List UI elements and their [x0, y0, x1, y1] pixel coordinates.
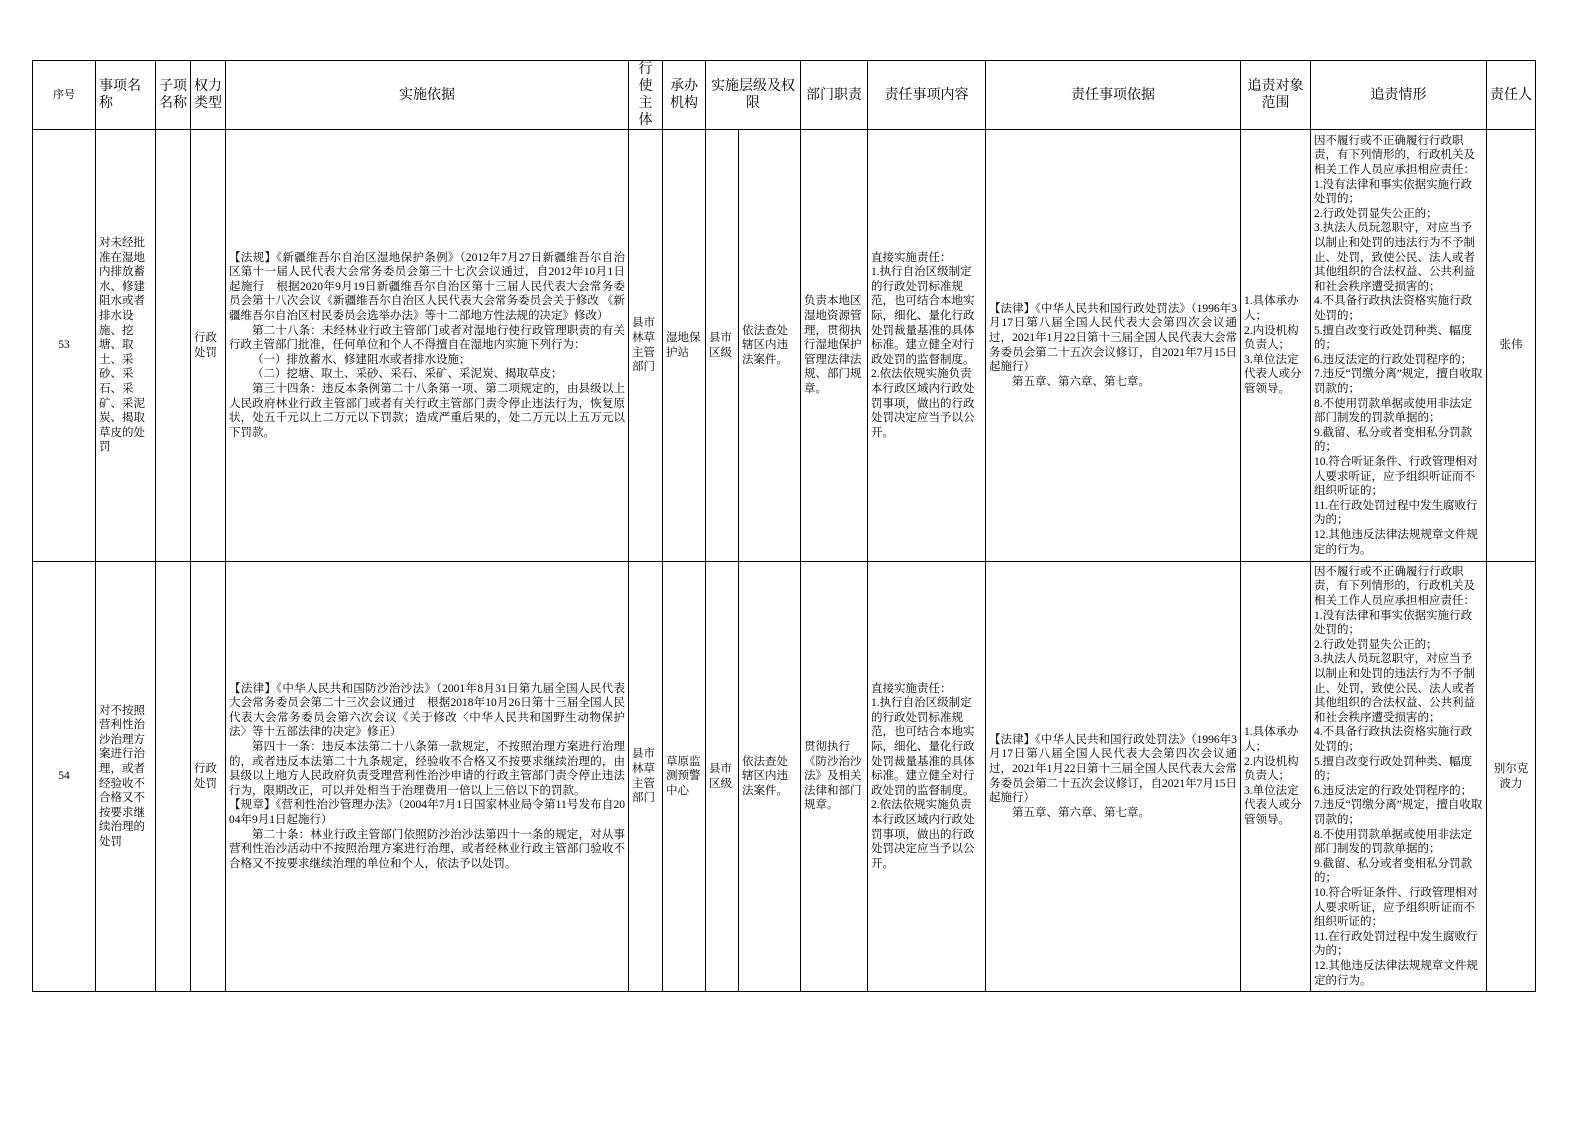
- accountability-item: 6.违反法定的行政处罚程序的；: [1314, 784, 1473, 797]
- cell-resp-content: [868, 130, 986, 562]
- basis-paragraph: 【规章】《营利性治沙管理办法》（2004年7月1日国家林业局令第11号发布自2004年9月1日起施行）: [229, 799, 625, 826]
- cell-duty: 贯彻执行《防沙治沙法》及相关法律和部门规章。: [801, 562, 868, 992]
- cell-item-name: 对不按照营利性治沙治理方案进行治理，或者经验收不合格又不按要求继续治理的处罚: [96, 562, 156, 992]
- accountability-item: 3.执法人员玩忽职守，对应当予以制止和处罚的违法行为不予制止、处罚，致使公民、法人或者其他组织的合法权益、公共利益和社会秩序遭受损害的；: [1314, 222, 1475, 293]
- accountability-item: 4.不具备行政执法资格实施行政处罚的；: [1314, 726, 1473, 754]
- resp-basis-paragraph: 第五章、第六章、第七章。: [1012, 375, 1150, 388]
- resp-content-paragraph: 1.执行自治区级制定的行政处罚标准规范，也可结合本地实际，细化、量化行政处罚裁量基准的具体标准。建立健全对行政处罚的监督制度。: [871, 697, 975, 797]
- accountability-item: 7.违反“罚缴分离”规定，擅自收取罚款的；: [1314, 799, 1483, 826]
- cell-power-type: 行政处罚: [191, 130, 226, 562]
- cell-person: 张伟: [1487, 130, 1536, 562]
- cell-resp-basis: [986, 562, 1241, 992]
- accountability-item: 8.不使用罚款单据或使用非法定部门制发的罚款单据的；: [1314, 828, 1473, 856]
- header-subject: 行使主体: [629, 61, 663, 130]
- header-item-name: 事项名称: [96, 61, 156, 130]
- header-accountability: 追责情形: [1311, 61, 1487, 130]
- accountability-item: 11.在行政处罚过程中发生腐败行为的；: [1314, 499, 1478, 527]
- table-row: [33, 130, 1536, 562]
- accountability-item: 因不履行或不正确履行行政职责，有下列情形的，行政机关及相关工作人员应承担相应责任：: [1314, 134, 1475, 177]
- scope-item: 1.具体承办人；: [1244, 726, 1299, 754]
- header-resp-content: 责任事项内容: [868, 61, 986, 130]
- resp-basis-paragraph: 第五章、第六章、第七章。: [1012, 806, 1150, 819]
- header-person: 责任人: [1487, 61, 1536, 130]
- basis-paragraph: 第四十一条：违反本法第二十八条第一款规定，不按照治理方案进行治理的，或者违反本法第二十九条规定，经验收不合格又不按要求继续治理的，由县级以上地方人民政府负责受理营利性治沙申请的行政主管部门责令停止违法行为，限期改正，可以并处相当于治理费用一倍以上三倍以下的罚款。: [229, 741, 625, 797]
- cell-level: 县市区级: [706, 562, 739, 992]
- accountability-item: 3.执法人员玩忽职守，对应当予以制止和处罚的违法行为不予制止、处罚，致使公民、法人或者其他组织的合法权益、公共利益和社会秩序遭受损害的；: [1314, 653, 1475, 724]
- accountability-item: 7.违反“罚缴分离”规定，擅自收取罚款的；: [1314, 368, 1483, 395]
- cell-resp-content: [868, 562, 986, 992]
- resp-content-paragraph: 2.依法依规实施负责本行政区域内行政处罚事项，做出的行政处罚决定应当予以公开。: [871, 368, 975, 439]
- cell-power-type: 行政处罚: [191, 562, 226, 992]
- accountability-item: 1.没有法律和事实依据实施行政处罚的；: [1314, 609, 1473, 637]
- basis-paragraph: （二）挖塘、取土、采砂、采石、采矿、采泥炭、揭取草皮；: [252, 368, 563, 381]
- cell-authority: 依法查处辖区内违法案件。: [739, 130, 801, 562]
- accountability-item: 9.截留、私分或者变相私分罚款的；: [1314, 426, 1473, 454]
- header-sub-item: 子项名称: [156, 61, 191, 130]
- basis-paragraph: 第二十八条：未经林业行政主管部门或者对湿地行使行政管理职责的有关行政主管部门批准，任何单位和个人不得擅自在湿地内实施下列行为：: [229, 324, 625, 352]
- cell-accountability: [1311, 562, 1487, 992]
- cell-person: 别尔克波力: [1487, 562, 1536, 992]
- scope-item: 2.内设机构负责人；: [1244, 324, 1299, 352]
- cell-item-name: 对未经批准在湿地内排放蓄水、修建阻水或者排水设施、挖塘、取土、采砂、采石、采矿、采泥炭、揭取草皮的处罚: [96, 130, 156, 562]
- header-basis: 实施依据: [226, 61, 629, 130]
- basis-paragraph: 【法规】《新疆维吾尔自治区湿地保护条例》（2012年7月27日新疆维吾尔自治区第十一届人民代表大会常务委员会第三十七次会议通过，自2012年10月1日起施行 根据2020年9月19日新疆维吾尔自治区第十三届人民代表大会常务委员会第十八次会议《新疆维吾尔自治区人民代表大会常务委员会关于修改 《新疆维吾尔自治区村民委员会选举办法》等十二部地方性法规的决定》修改）: [229, 251, 625, 323]
- resp-content-paragraph: 1.执行自治区级制定的行政处罚标准规范，也可结合本地实际，细化、量化行政处罚裁量基准的具体标准。建立健全对行政处罚的监督制度。: [871, 266, 975, 366]
- accountability-item: 12.其他违反法律法规规章文件规定的行为。: [1314, 528, 1478, 556]
- accountability-item: 6.违反法定的行政处罚程序的；: [1314, 353, 1473, 366]
- resp-content-paragraph: 直接实施责任：: [871, 251, 952, 264]
- cell-agency: 湿地保护站: [663, 130, 706, 562]
- cell-seq: 54: [33, 562, 96, 992]
- cell-authority: 依法查处辖区内违法案件。: [739, 562, 801, 992]
- header-power-type: 权力类型: [191, 61, 226, 130]
- header-duty: 部门职责: [801, 61, 868, 130]
- accountability-item: 12.其他违反法律法规规章文件规定的行为。: [1314, 959, 1478, 987]
- header-resp-basis: 责任事项依据: [986, 61, 1241, 130]
- resp-basis-paragraph: 【法律】《中华人民共和国行政处罚法》（1996年3月17日第八届全国人民代表大会第四次会议通过，2021年1月22日第十三届全国人民代表大会常务委员会第二十五次会议修订，自2021年7月15日起施行）: [989, 733, 1237, 805]
- cell-sub-item: [156, 130, 191, 562]
- accountability-item: 因不履行或不正确履行行政职责，有下列情形的，行政机关及相关工作人员应承担相应责任：: [1314, 565, 1475, 608]
- document-table: [32, 60, 1536, 992]
- cell-level: 县市区级: [706, 130, 739, 562]
- accountability-item: 5.擅自改变行政处罚种类、幅度的；: [1314, 755, 1473, 783]
- header-seq: 序号: [33, 61, 96, 130]
- scope-item: 3.单位法定代表人或分管领导。: [1244, 784, 1302, 826]
- header-row: [33, 61, 1536, 130]
- scope-item: 3.单位法定代表人或分管领导。: [1244, 353, 1302, 395]
- accountability-item: 2.行政处罚显失公正的；: [1314, 207, 1438, 220]
- cell-basis: [226, 562, 629, 992]
- accountability-item: 11.在行政处罚过程中发生腐败行为的；: [1314, 930, 1478, 958]
- cell-agency: 草原监测预警中心: [663, 562, 706, 992]
- cell-subject: 县市林草主管部门: [629, 130, 663, 562]
- resp-content-paragraph: 2.依法依规实施负责本行政区域内行政处罚事项，做出的行政处罚决定应当予以公开。: [871, 799, 975, 870]
- accountability-item: 10.符合听证条件、行政管理相对人要求听证，应予组织听证而不组织听证的；: [1314, 455, 1478, 498]
- header-agency: 承办机构: [663, 61, 706, 130]
- scope-item: 1.具体承办人；: [1244, 295, 1299, 323]
- basis-paragraph: 【法律】《中华人民共和国防沙治沙法》（2001年8月31日第九届全国人民代表大会常务委员会第二十三次会议通过 根据2018年10月26日第十三届全国人民代表大会常务委员会第六次会议《关于修改〈中华人民共和国野生动物保护法〉等十五部法律的决定》修正）: [229, 682, 625, 739]
- scope-item: 2.内设机构负责人；: [1244, 755, 1299, 783]
- accountability-item: 8.不使用罚款单据或使用非法定部门制发的罚款单据的；: [1314, 397, 1473, 425]
- resp-basis-paragraph: 【法律】《中华人民共和国行政处罚法》（1996年3月17日第八届全国人民代表大会第四次会议通过，2021年1月22日第十三届全国人民代表大会常务委员会第二十五次会议修订，自2021年7月15日起施行）: [989, 302, 1237, 374]
- accountability-item: 2.行政处罚显失公正的；: [1314, 638, 1438, 651]
- table-row: [33, 562, 1536, 992]
- header-accountable-scope: 追责对象范围: [1241, 61, 1311, 130]
- basis-paragraph: 第二十条：林业行政主管部门依照防沙治沙法第四十一条的规定，对从事营利性治沙活动中不按照治理方案进行治理，或者经林业行政主管部门验收不合格又不按要求继续治理的单位和个人，依法予以处罚。: [229, 828, 625, 870]
- resp-content-paragraph: 直接实施责任：: [871, 682, 952, 695]
- cell-accountable-scope: [1241, 562, 1311, 992]
- accountability-item: 4.不具备行政执法资格实施行政处罚的；: [1314, 295, 1473, 323]
- cell-subject: 县市林草主管部门: [629, 562, 663, 992]
- cell-accountable-scope: [1241, 130, 1311, 562]
- accountability-item: 10.符合听证条件、行政管理相对人要求听证，应予组织听证而不组织听证的；: [1314, 886, 1478, 929]
- cell-basis: [226, 130, 629, 562]
- basis-paragraph: （一）排放蓄水、修建阻水或者排水设施；: [252, 353, 471, 366]
- accountability-item: 9.截留、私分或者变相私分罚款的；: [1314, 857, 1473, 885]
- basis-paragraph: 第三十四条：违反本条例第二十八条第一项、第二项规定的，由县级以上人民政府林业行政主管部门或者有关行政主管部门责令停止违法行为，恢复原状，处五千元以上二万元以下罚款；造成严重后果的，处二万元以上五万元以下罚款。: [229, 382, 625, 439]
- cell-resp-basis: [986, 130, 1241, 562]
- header-level-authority: 实施层级及权限: [706, 61, 801, 130]
- cell-sub-item: [156, 562, 191, 992]
- cell-duty: 负责本地区湿地资源管理，贯彻执行湿地保护管理法律法规、部门规章。: [801, 130, 868, 562]
- accountability-item: 5.擅自改变行政处罚种类、幅度的；: [1314, 324, 1473, 352]
- cell-accountability: [1311, 130, 1487, 562]
- accountability-item: 1.没有法律和事实依据实施行政处罚的；: [1314, 178, 1473, 206]
- cell-seq: 53: [33, 130, 96, 562]
